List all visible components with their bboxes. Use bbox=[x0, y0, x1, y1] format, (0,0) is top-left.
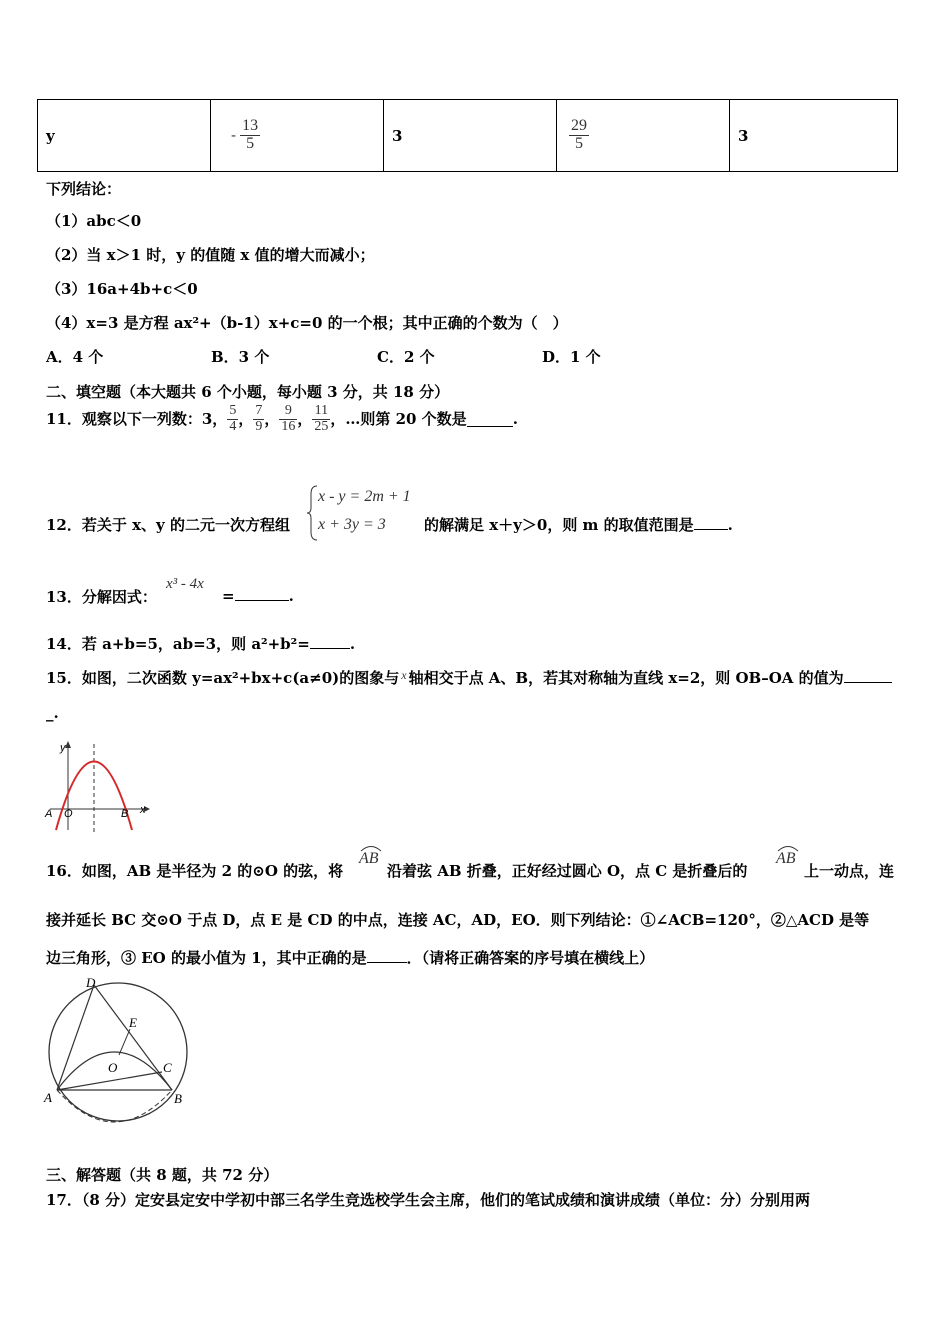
svg-text:E: E bbox=[129, 1015, 137, 1030]
fraction: $\frac{13}{5}$ bbox=[242, 117, 259, 152]
q16-part-3: 上一动点，连 bbox=[804, 862, 895, 880]
q13-expression: x³ - 4x bbox=[166, 576, 204, 592]
q17-text: 17．（8 分）定安县定安中学初中部三名学生竞选校学生会主席，他们的笔试成绩和演讲成绩（单位：分）分别用两 bbox=[46, 1191, 811, 1209]
svg-text:B: B bbox=[174, 1091, 182, 1106]
svg-text:A: A bbox=[45, 808, 53, 820]
fraction: $\frac{5}{4}$ bbox=[229, 403, 237, 434]
table-cell-2: 3 bbox=[384, 100, 557, 172]
equation-2: x + 3y = 3 bbox=[318, 516, 386, 533]
q10-item-2: （2）当 x＞1 时，y 的值随 x 值的增大而减小； bbox=[46, 246, 375, 264]
svg-text:y: y bbox=[60, 742, 66, 754]
svg-text:O: O bbox=[64, 808, 73, 820]
answer-blank bbox=[367, 948, 407, 963]
arc-ab-1: AB bbox=[359, 850, 379, 868]
q10-item-3: （3）16a+4b+c＜0 bbox=[46, 280, 198, 298]
q16-line-2: 接并延长 BC 交⊙O 于点 D，点 E 是 CD 的中点，连接 AC，AD，EO．则下列结论：①∠ACB=120°，②△ACD 是等 bbox=[46, 911, 870, 929]
answer-blank bbox=[235, 586, 289, 601]
q12-suffix: 的解满足 x＋y＞0，则 m 的取值范围是 . bbox=[424, 516, 733, 534]
svg-text:B: B bbox=[121, 808, 129, 820]
q15-line-1: 15．如图，二次函数 y=ax²+bx+c(a≠0)的图象与 $^x$ 轴相交于点 A、B，若其对称轴为直线 x=2，则 OB–OA 的值为 bbox=[46, 667, 892, 688]
q10-option-d: D．1 个 bbox=[542, 348, 601, 366]
q16-part-2: 沿着弦 AB 折叠，正好经过圆心 O，点 C 是折叠后的 bbox=[387, 862, 748, 880]
svg-text:A: A bbox=[44, 1090, 52, 1105]
fraction: $\frac{9}{16}$ bbox=[281, 403, 296, 434]
fraction: $\frac{29}{5}$ bbox=[571, 117, 587, 152]
q16-part-1: 16．如图，AB 是半径为 2 的⊙O 的弦，将 bbox=[46, 862, 344, 880]
q10-option-a: A．4 个 bbox=[46, 348, 104, 366]
table-cell-1: - $\frac{13}{5}$ bbox=[211, 100, 384, 172]
answer-blank bbox=[694, 515, 728, 530]
parabola-figure bbox=[44, 738, 154, 834]
answer-blank bbox=[467, 412, 513, 427]
fraction: $\frac{11}{25}$ bbox=[314, 403, 329, 434]
q13-answer: = . bbox=[222, 587, 294, 605]
section-3-title: 三、解答题（共 8 题，共 72 分） bbox=[46, 1166, 279, 1184]
svg-text:x: x bbox=[140, 804, 146, 816]
equation-system bbox=[306, 484, 424, 544]
svg-text:C: C bbox=[163, 1060, 172, 1075]
table-row-label: y bbox=[38, 100, 211, 172]
arc-ab-2: AB bbox=[776, 850, 796, 868]
svg-text:D: D bbox=[86, 975, 96, 990]
table-cell-4: 3 bbox=[730, 100, 898, 172]
q10-option-b: B．3 个 bbox=[211, 348, 270, 366]
q14: 14．若 a+b=5，ab=3，则 a²+b²= . bbox=[46, 635, 356, 653]
q11: 11．观察以下一列数：3， $\frac{5}{4}$ ， $\frac{7}{9}$ ， $\frac{9}{16}$ ， $\frac{11}{25}$ ，…则第 20 个数是 . bbox=[46, 403, 518, 434]
q13-prefix: 13．分解因式： bbox=[46, 588, 157, 606]
answer-blank bbox=[844, 668, 892, 683]
table-cell-3 bbox=[557, 100, 730, 172]
arc-icon bbox=[359, 844, 383, 852]
q12-prefix: 12．若关于 x、y 的二元一次方程组 bbox=[46, 516, 290, 534]
table-row bbox=[38, 100, 898, 172]
value-table bbox=[37, 99, 898, 172]
equation-1: x - y = 2m + 1 bbox=[318, 488, 411, 505]
section-2-title: 二、填空题（本大题共 6 个小题，每小题 3 分，共 18 分） bbox=[46, 383, 450, 401]
q10-option-c: C．2 个 bbox=[377, 348, 435, 366]
q10-item-4: （4）x=3 是方程 ax²+（b-1）x+c=0 的一个根；其中正确的个数为（ ） bbox=[46, 314, 568, 332]
q16-line-3: 边三角形，③ EO 的最小值为 1，其中正确的是 ．（请将正确答案的序号填在横线上） bbox=[46, 949, 655, 967]
answer-blank bbox=[310, 634, 350, 649]
circle-figure bbox=[38, 972, 198, 1132]
svg-text:O: O bbox=[108, 1060, 118, 1075]
fraction: $\frac{7}{9}$ bbox=[255, 403, 263, 434]
q10-item-1: （1）abc＜0 bbox=[46, 212, 142, 230]
q15-line-2: _. bbox=[46, 704, 59, 722]
q10-intro: 下列结论： bbox=[46, 180, 122, 198]
arc-icon bbox=[776, 844, 800, 852]
